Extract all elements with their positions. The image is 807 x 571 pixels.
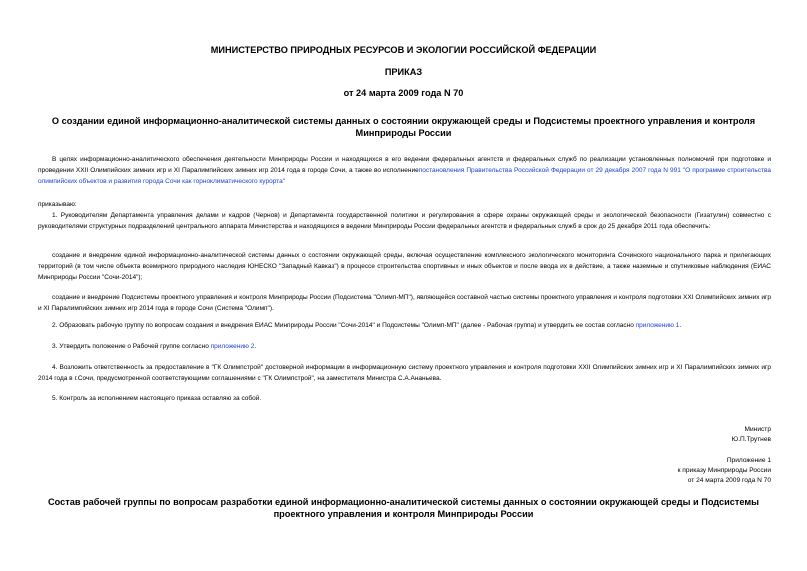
order-word: приказываю:	[38, 201, 77, 208]
item-2-text: 2. Образовать рабочую группу по вопросам создания и внедрения ЕИАС Минприроды России "Сочи-2014" и Подсистемы "Олимп-МП" (далее - Рабочая группа) и утвердить ее состав согласно	[52, 322, 634, 329]
appendix-ref: к приказу Минприроды России	[677, 467, 771, 474]
government-decree-link[interactable]: постановления Правительства Российской Федерации от 29 декабря 2007 года N 991 "О программе строительства олимпийских объектов и развития города Сочи как горноклиматического курорта"	[38, 167, 771, 185]
item-1a: создание и внедрение единой информационно-аналитической системы данных о состоянии окружающей среды, включая осуществление комплексного экологического мониторинга Сочинского национального парка и прилегающих территорий (в том числе объекта всемирного природного наследия ЮНЕСКО "Западный Кавказ") в процессе строительства спортивных и иных объектов и после ввода их в действие, а также наземные и спутниковые наблюдения (ЕИАС Минприроды России "Сочи-2014");	[38, 252, 771, 281]
signature-name: Ю.П.Трутнев	[731, 436, 771, 443]
appendix-1-link[interactable]: приложению 1	[635, 322, 680, 329]
preamble-paragraph	[38, 154, 771, 187]
item-2: 2. Образовать рабочую группу по вопросам создания и внедрения ЕИАС Минприроды России "Сочи-2014" и Подсистемы "Олимп-МП" (далее - Рабочая группа) и утвердить ее состав согласно приложению 1.	[52, 322, 682, 329]
item-5: 5. Контроль за исполнением настоящего приказа оставляю за собой.	[52, 395, 262, 402]
item-3-text: 3. Утвердить положение о Рабочей группе согласно	[52, 343, 209, 350]
doc-date-number: от 24 марта 2009 года N 70	[343, 88, 464, 98]
appendix-label: Приложение 1	[726, 457, 771, 464]
item-1b: создание и внедрение Подсистемы проектного управления и контроля Минприроды России (Подсистема "Олимп-МП"), являющейся составной частью системы проектного управления и контроля подготовки XXI Олимпийских зимних игр и XI Паралимпийских зимних игр 2014 года в городе Сочи (Система "Олимп").	[38, 294, 771, 312]
doc-title: О создании единой информационно-аналитической системы данных о состоянии окружающей среды и Подсистемы проектного управления и контроля Минприроды России	[51, 116, 756, 138]
item-3: 3. Утвердить положение о Рабочей группе согласно приложению 2.	[52, 343, 257, 350]
signature-position: Министр	[744, 426, 771, 433]
doc-type-heading: ПРИКАЗ	[384, 67, 423, 77]
item-1: 1. Руководителям Департамента управления делами и кадров (Чернов) и Департамента государственной политики и регулирования в сфере охраны окружающей среды и экологической безопасности (Гизатулин) совместно с руководителями структурных подразделений центрального аппарата Министерства и находящихся в ведении Минприроды России федеральных агентств и федеральных служб в срок до 25 декабря 2011 года обеспечить:	[38, 212, 771, 230]
appendix-date: от 24 марта 2009 года N 70	[687, 477, 771, 484]
appendix-2-link[interactable]: приложению 2	[210, 343, 255, 350]
ministry-heading: МИНИСТЕРСТВО ПРИРОДНЫХ РЕСУРСОВ И ЭКОЛОГИИ РОССИЙСКОЙ ФЕДЕРАЦИИ	[210, 45, 597, 55]
item-4: 4. Возложить ответственность за предоставление в "ГК Олимпстрой" достоверной информации в информационную систему проектного управления и контроля подготовки XXII Олимпийских зимних игр и XI Паралимпийских зимних игр 2014 года в г.Сочи, предусмотренной соответствующими соглашениями с "ГК Олимпстрой", на заместителя Министра С.А.Ананьева.	[38, 364, 771, 382]
appendix-title: Состав рабочей группы по вопросам разработки единой информационно-аналитической системы данных о состоянии окружающей среды и Подсистемы проектного управления и контроля Минприроды России	[47, 497, 760, 519]
preamble-text: В целях информационно-аналитического обеспечения деятельности Минприроды России и находящихся в его ведении федеральных агентств и федеральных служб по реализации установленных полномочий при подготовке и проведении XXII Олимпийских зимних игр и XI Паралимпийских зимних игр 2014 года в городе Сочи, а также во исполнение	[38, 156, 771, 174]
